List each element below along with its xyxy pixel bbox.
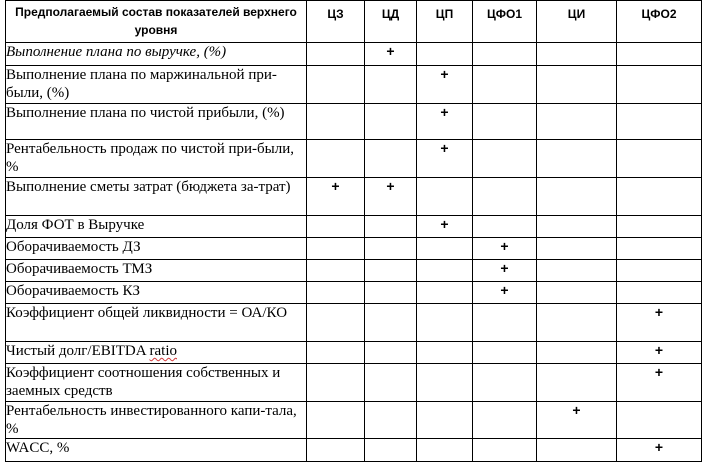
mark-cell bbox=[537, 364, 617, 402]
mark-cell bbox=[537, 178, 617, 216]
mark-cell bbox=[473, 140, 537, 178]
mark-cell: + bbox=[473, 238, 537, 260]
table-row bbox=[6, 66, 702, 104]
mark-cell: + bbox=[417, 66, 473, 104]
mark-cell: + bbox=[417, 216, 473, 238]
mark-cell bbox=[307, 402, 365, 439]
mark-cell bbox=[307, 43, 365, 66]
indicator-label: Рентабельность продаж по чистой при-были, % bbox=[6, 140, 307, 178]
mark-cell bbox=[365, 364, 417, 402]
mark-cell bbox=[537, 238, 617, 260]
mark-cell bbox=[537, 66, 617, 104]
indicator-label: Оборачиваемость КЗ bbox=[6, 282, 307, 304]
column-header-cd: ЦД bbox=[365, 1, 417, 43]
mark-cell bbox=[537, 140, 617, 178]
mark-cell: + bbox=[473, 260, 537, 282]
table-row bbox=[6, 43, 702, 66]
mark-cell bbox=[617, 282, 702, 304]
mark-cell bbox=[365, 104, 417, 140]
table-row bbox=[6, 178, 702, 216]
table-row bbox=[6, 342, 702, 364]
mark-cell bbox=[417, 364, 473, 402]
indicator-column-header: Предполагаемый состав показателей верхнего уровня bbox=[6, 1, 307, 43]
header-row bbox=[6, 1, 702, 43]
indicator-label: Рентабельность инвестированного капи-тала, % bbox=[6, 402, 307, 439]
mark-cell bbox=[537, 282, 617, 304]
mark-cell bbox=[365, 66, 417, 104]
mark-cell bbox=[307, 364, 365, 402]
mark-cell bbox=[307, 238, 365, 260]
indicator-label-text: Чистый долг/EBITDA bbox=[6, 343, 150, 359]
mark-cell bbox=[617, 66, 702, 104]
mark-cell bbox=[307, 104, 365, 140]
mark-cell bbox=[537, 342, 617, 364]
column-header-cz: ЦЗ bbox=[307, 1, 365, 43]
mark-cell bbox=[537, 43, 617, 66]
mark-cell bbox=[365, 402, 417, 439]
mark-cell: + bbox=[417, 140, 473, 178]
table-row bbox=[6, 364, 702, 402]
mark-cell bbox=[473, 216, 537, 238]
mark-cell: + bbox=[617, 304, 702, 342]
indicator-label bbox=[6, 342, 307, 364]
table-row bbox=[6, 282, 702, 304]
mark-cell bbox=[417, 260, 473, 282]
table-row bbox=[6, 140, 702, 178]
mark-cell: + bbox=[473, 282, 537, 304]
mark-cell: + bbox=[617, 364, 702, 402]
mark-cell bbox=[417, 342, 473, 364]
mark-cell: + bbox=[307, 178, 365, 216]
table-row bbox=[6, 216, 702, 238]
mark-cell bbox=[307, 140, 365, 178]
indicator-label: Выполнение плана по маржинальной при-были, (%) bbox=[6, 66, 307, 104]
mark-cell bbox=[307, 216, 365, 238]
column-header-cfo1: ЦФО1 bbox=[473, 1, 537, 43]
mark-cell bbox=[473, 304, 537, 342]
indicator-label: Коэффициент соотношения собственных и заемных средств bbox=[6, 364, 307, 402]
mark-cell bbox=[307, 282, 365, 304]
mark-cell bbox=[473, 364, 537, 402]
mark-cell bbox=[307, 304, 365, 342]
column-header-cfo2: ЦФО2 bbox=[617, 1, 702, 43]
mark-cell bbox=[365, 282, 417, 304]
mark-cell bbox=[617, 216, 702, 238]
indicator-label: WACC, % bbox=[6, 439, 307, 462]
table-row bbox=[6, 304, 702, 342]
mark-cell bbox=[365, 238, 417, 260]
table-row bbox=[6, 260, 702, 282]
indicator-label: Оборачиваемость ДЗ bbox=[6, 238, 307, 260]
table-row bbox=[6, 439, 702, 462]
mark-cell bbox=[537, 104, 617, 140]
mark-cell bbox=[365, 260, 417, 282]
mark-cell bbox=[365, 439, 417, 462]
mark-cell bbox=[307, 439, 365, 462]
indicator-label: Выполнение плана по выручке, (%) bbox=[6, 43, 307, 66]
mark-cell: + bbox=[365, 178, 417, 216]
mark-cell bbox=[365, 304, 417, 342]
indicator-label: Доля ФОТ в Выручке bbox=[6, 216, 307, 238]
mark-cell bbox=[365, 140, 417, 178]
mark-cell bbox=[473, 178, 537, 216]
spellcheck-underlined-word: ratio bbox=[149, 343, 177, 359]
mark-cell bbox=[617, 260, 702, 282]
mark-cell bbox=[617, 104, 702, 140]
mark-cell bbox=[617, 43, 702, 66]
column-header-cp: ЦП bbox=[417, 1, 473, 43]
mark-cell bbox=[617, 178, 702, 216]
indicator-label: Коэффициент общей ликвидности = ОА/КО bbox=[6, 304, 307, 342]
table-row bbox=[6, 104, 702, 140]
mark-cell: + bbox=[365, 43, 417, 66]
table-row bbox=[6, 402, 702, 439]
mark-cell bbox=[417, 402, 473, 439]
indicator-label: Оборачиваемость ТМЗ bbox=[6, 260, 307, 282]
mark-cell bbox=[617, 238, 702, 260]
mark-cell bbox=[307, 66, 365, 104]
mark-cell bbox=[307, 342, 365, 364]
mark-cell bbox=[417, 439, 473, 462]
indicator-label: Выполнение сметы затрат (бюджета за-трат) bbox=[6, 178, 307, 216]
mark-cell bbox=[617, 140, 702, 178]
mark-cell: + bbox=[537, 402, 617, 439]
table-row bbox=[6, 238, 702, 260]
mark-cell bbox=[417, 282, 473, 304]
mark-cell bbox=[473, 43, 537, 66]
mark-cell bbox=[537, 216, 617, 238]
column-header-ci: ЦИ bbox=[537, 1, 617, 43]
mark-cell bbox=[473, 439, 537, 462]
mark-cell bbox=[307, 260, 365, 282]
mark-cell bbox=[537, 304, 617, 342]
indicator-label: Выполнение плана по чистой прибыли, (%) bbox=[6, 104, 307, 140]
mark-cell bbox=[537, 439, 617, 462]
mark-cell bbox=[473, 342, 537, 364]
mark-cell bbox=[537, 260, 617, 282]
mark-cell: + bbox=[617, 342, 702, 364]
mark-cell: + bbox=[417, 104, 473, 140]
mark-cell bbox=[473, 66, 537, 104]
mark-cell bbox=[617, 402, 702, 439]
mark-cell: + bbox=[617, 439, 702, 462]
mark-cell bbox=[417, 304, 473, 342]
mark-cell bbox=[417, 238, 473, 260]
mark-cell bbox=[365, 342, 417, 364]
mark-cell bbox=[473, 104, 537, 140]
mark-cell bbox=[417, 178, 473, 216]
mark-cell bbox=[365, 216, 417, 238]
mark-cell bbox=[473, 402, 537, 439]
mark-cell bbox=[417, 43, 473, 66]
indicator-matrix-table bbox=[5, 0, 702, 462]
